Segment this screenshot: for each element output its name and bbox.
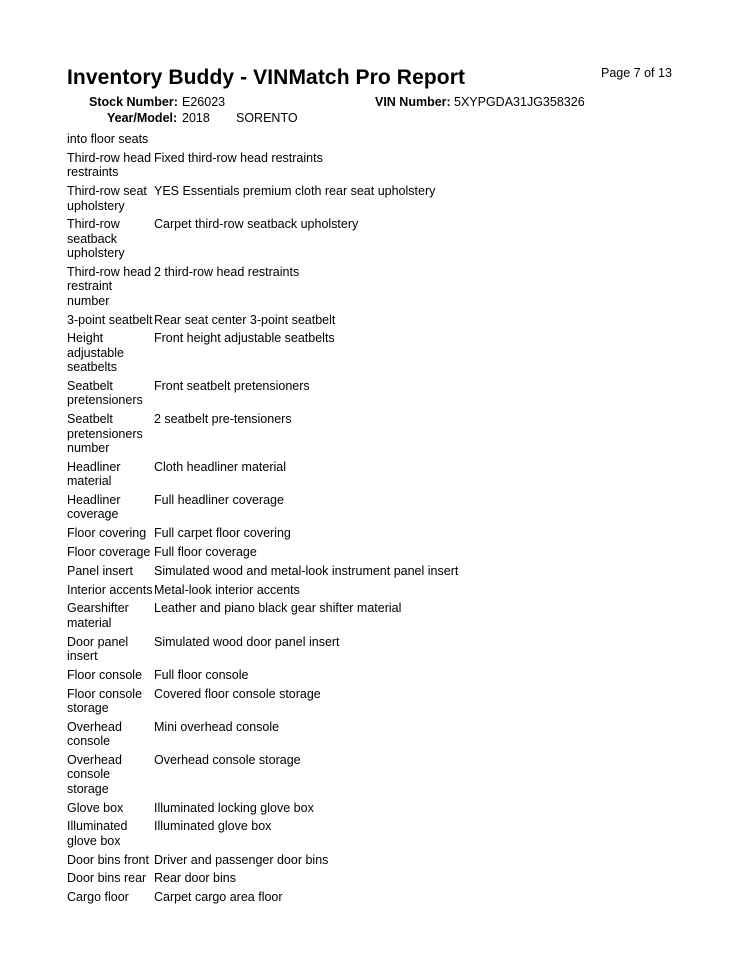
feature-label: 3-point seatbelt [67,312,153,327]
continued-text: into floor seats [67,132,149,146]
feature-label: Panel insert [67,563,134,578]
page-number: Page 7 of 13 [601,66,672,80]
feature-value: Cloth headliner material [154,459,287,474]
feature-value: Metal-look interior accents [154,582,300,597]
feature-label: Gearshifter material [67,601,129,630]
feature-value: Illuminated locking glove box [154,800,314,815]
feature-value: Front seatbelt pretensioners [154,379,310,394]
feature-row [67,217,727,260]
feature-label: Interior accents [67,582,153,597]
feature-value: Full headliner coverage [154,493,284,508]
feature-row [67,801,727,815]
feature-label: Cargo floor [67,890,129,905]
feature-value: 2 seatbelt pre-tensioners [154,412,292,427]
feature-value: Illuminated glove box [154,819,272,834]
feature-label: Floor coverage [67,545,151,560]
feature-value: Mini overhead console [154,719,280,734]
feature-label: Door bins front [67,852,149,867]
feature-row [67,871,727,885]
model-value: SORENTO [236,111,298,125]
stock-number-label: Stock Number: [89,95,178,109]
year-model-label: Year/Model: [107,111,178,125]
feature-row [67,526,727,540]
feature-row [67,265,727,308]
stock-number-value: E26023 [182,95,226,109]
feature-value: Covered floor console storage [154,686,321,701]
feature-value: Front height adjustable seatbelts [154,331,335,346]
feature-row [67,583,727,597]
report-title: Inventory Buddy - VINMatch Pro Report [67,66,466,89]
feature-label: Headliner material [67,459,121,489]
feature-row [67,379,727,408]
feature-value: Fixed third-row head restraints [154,151,323,165]
feature-row [67,687,727,716]
feature-row [67,412,727,455]
feature-label: Glove box [67,800,124,815]
feature-value: Driver and passenger door bins [154,852,329,867]
feature-row [67,720,727,749]
feature-row [67,151,727,180]
vin-number-value: 5XYPGDA31JG358326 [454,95,585,109]
feature-label: Seatbelt pretensioners [67,379,143,408]
feature-label: Overhead console [67,719,122,749]
feature-row [67,890,727,904]
feature-row [67,564,727,578]
feature-value: Carpet third-row seatback upholstery [154,217,359,232]
year-value: 2018 [182,111,210,125]
feature-label: Third-row seatback upholstery [67,217,125,261]
feature-value: Carpet cargo area floor [154,890,283,905]
feature-value: Simulated wood and metal-look instrument panel insert [154,563,459,578]
feature-list [67,151,727,909]
feature-label: Third-row head restraint number [67,265,152,308]
feature-row [67,819,727,848]
feature-value: YES Essentials premium cloth rear seat upholstery [154,184,436,199]
feature-row [67,668,727,682]
feature-label: Height adjustable seatbelts [67,331,124,375]
feature-row [67,313,727,327]
feature-label: Floor console [67,667,143,682]
feature-value: Full floor coverage [154,545,257,560]
feature-label: Third-row head restraints [67,151,152,180]
feature-label: Floor covering [67,526,147,541]
feature-row [67,184,727,213]
feature-label: Illuminated glove box [67,819,128,848]
feature-row [67,853,727,867]
feature-row [67,635,727,664]
feature-row [67,331,727,374]
feature-value: Leather and piano black gear shifter material [154,601,402,616]
feature-label: Door panel insert [67,634,129,664]
vin-number-label: VIN Number: [375,95,451,109]
feature-label: Third-row seat upholstery [67,184,147,213]
feature-row [67,493,727,522]
feature-value: Full carpet floor covering [154,526,291,541]
feature-row [67,545,727,559]
feature-row [67,753,727,796]
feature-value: Rear seat center 3-point seatbelt [154,312,336,327]
feature-label: Headliner coverage [67,493,121,522]
feature-label: Door bins rear [67,871,147,886]
feature-row [67,460,727,489]
feature-value: Rear door bins [154,871,236,886]
feature-value: Overhead console storage [154,753,301,768]
feature-label: Overhead console storage [67,753,122,796]
feature-label: Seatbelt pretensioners number [67,412,143,456]
feature-value: Simulated wood door panel insert [154,634,340,649]
feature-row [67,601,727,630]
feature-value: Full floor console [154,667,249,682]
feature-label: Floor console storage [67,686,143,716]
feature-value: 2 third-row head restraints [154,265,300,280]
